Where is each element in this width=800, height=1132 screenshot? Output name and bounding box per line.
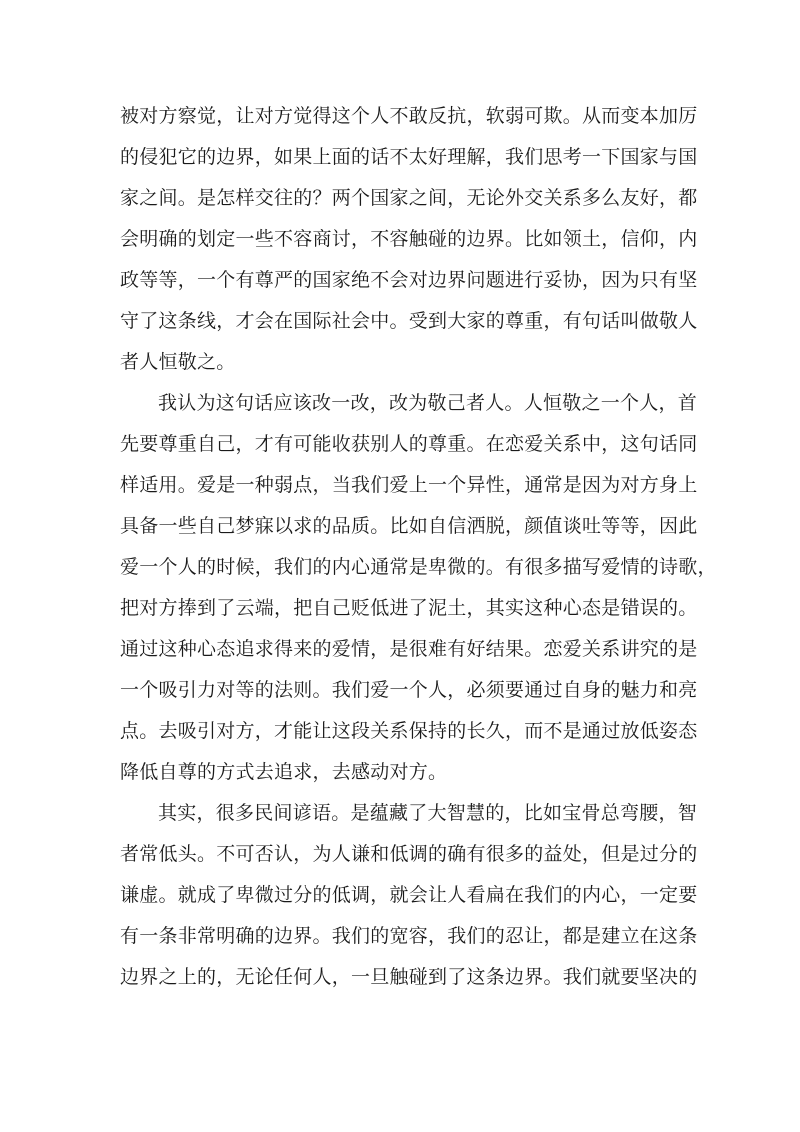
text-line: 政等等，一个有尊严的国家绝不会对边界问题进行妥协，因为只有坚 [120, 269, 698, 291]
document-body [120, 96, 717, 998]
text-line: 守了这条线，才会在国际社会中。受到大家的尊重，有句话叫做敬人 [120, 310, 698, 332]
paragraph-1 [120, 96, 698, 383]
paragraph-2 [120, 383, 717, 793]
text-line: 先要尊重自己，才有可能收获别人的尊重。在恋爱关系中，这句话同 [120, 433, 698, 455]
text-line: 一个吸引力对等的法则。我们爱一个人，必须要通过自身的魅力和亮 [120, 679, 698, 701]
text-line-indented: 我认为这句话应该改一改，改为敬己者人。人恒敬之一个人，首 [158, 392, 698, 414]
text-line-indented: 其实，很多民间谚语。是蕴藏了大智慧的，比如宝骨总弯腰，智 [158, 802, 698, 824]
text-line: 被对方察觉，让对方觉得这个人不敢反抗，软弱可欺。从而变本加厉 [120, 105, 698, 127]
text-line: 样适用。爱是一种弱点，当我们爱上一个异性，通常是因为对方身上 [120, 474, 698, 496]
text-line: 爱一个人的时候，我们的内心通常是卑微的。有很多描写爱情的诗歌， [120, 556, 717, 578]
text-line: 降低自尊的方式去追求，去感动对方。 [120, 761, 448, 783]
text-line: 有一条非常明确的边界。我们的宽容，我们的忍让，都是建立在这条 [120, 925, 698, 947]
text-line: 者人恒敬之。 [120, 351, 236, 373]
text-line: 具备一些自己梦寐以求的品质。比如自信洒脱，颜值谈吐等等，因此 [120, 515, 698, 537]
text-line: 家之间。是怎样交往的？两个国家之间，无论外交关系多么友好，都 [120, 187, 698, 209]
paragraph-3 [120, 793, 698, 998]
text-line: 边界之上的，无论任何人，一旦触碰到了这条边界。我们就要坚决的 [120, 966, 698, 988]
text-line: 者常低头。不可否认，为人谦和低调的确有很多的益处，但是过分的 [120, 843, 698, 865]
text-line: 点。去吸引对方，才能让这段关系保持的长久，而不是通过放低姿态 [120, 720, 698, 742]
text-line: 谦虚。就成了卑微过分的低调，就会让人看扁在我们的内心，一定要 [120, 884, 698, 906]
text-line: 的侵犯它的边界，如果上面的话不太好理解，我们思考一下国家与国 [120, 146, 698, 168]
text-line: 通过这种心态追求得来的爱情，是很难有好结果。恋爱关系讲究的是 [120, 638, 698, 660]
text-line: 会明确的划定一些不容商讨，不容触碰的边界。比如领土，信仰，内 [120, 228, 698, 250]
text-line: 把对方捧到了云端，把自己贬低进了泥土，其实这种心态是错误的。 [120, 597, 698, 619]
